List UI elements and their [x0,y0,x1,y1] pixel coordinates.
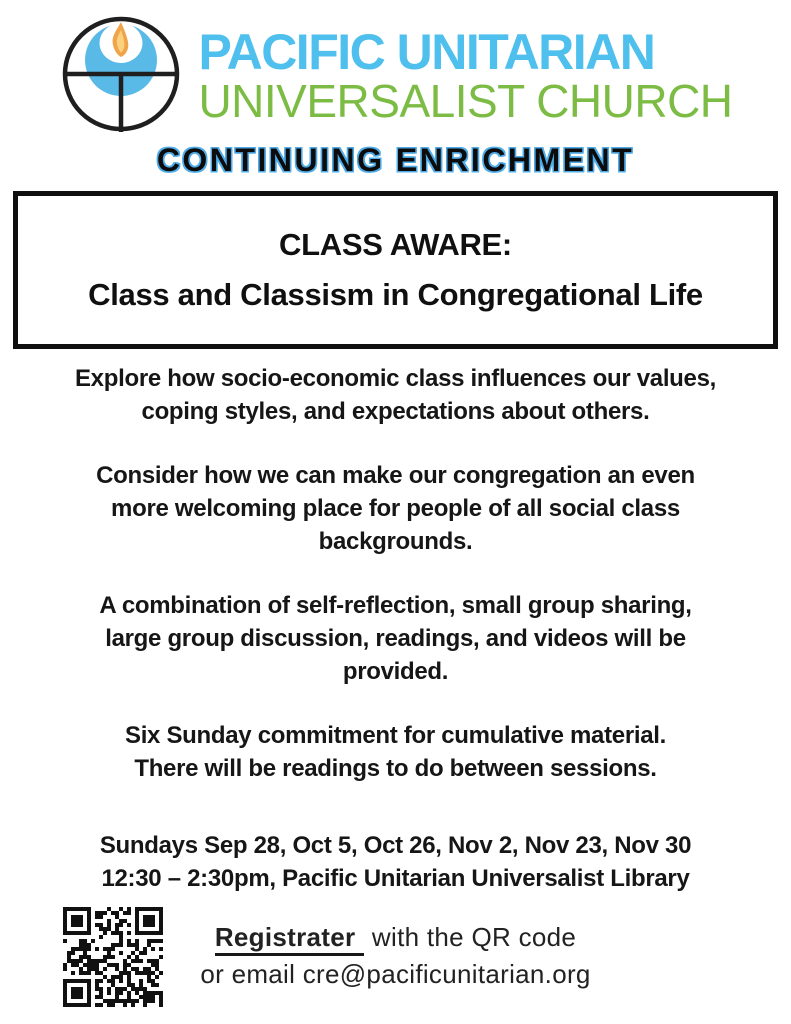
class-subtitle: Class and Classism in Congregational Life [88,277,703,312]
paragraph-line: Explore how socio-economic class influences our values, [74,365,717,392]
register-label: Registrater [215,922,365,956]
paragraph-line: coping styles, and expectations about others. [141,398,650,425]
paragraph-line: more welcoming place for people of all social class [111,495,680,522]
registration-footer [0,907,791,1017]
paragraph-line: Six Sunday commitment for cumulative material. [124,722,667,749]
registration-line1 [0,919,791,956]
class-title: CLASS AWARE: [279,227,512,262]
schedule-time-location: 12:30 – 2:30pm, Pacific Unitarian Universalist Library [101,865,690,892]
schedule-dates: Sundays Sep 28, Oct 5, Oct 26, Nov 2, Nov 23, Nov 30 [99,832,692,859]
schedule-block [14,829,777,895]
registration-text [0,919,791,993]
church-logo-header [0,0,791,134]
description-paragraph-2 [14,459,777,558]
registration-email-line: or email cre@pacificunitarian.org [200,959,591,989]
flyer-body [0,362,791,895]
description-paragraph-3 [14,589,777,688]
paragraph-line: A combination of self-reflection, small group sharing, [99,592,692,619]
paragraph-line: There will be readings to do between sessions. [134,755,657,782]
paragraph-line: large group discussion, readings, and videos will be [105,625,686,652]
class-title-box [13,191,778,349]
paragraph-line: provided. [342,658,449,685]
church-name-line2: UNIVERSALIST CHURCH [198,74,733,127]
paragraph-line: Consider how we can make our congregation an even [96,462,695,489]
uu-chalice-logo-icon [58,16,186,134]
registration-line1-rest: with the QR code [364,922,577,952]
program-title: CONTINUING ENRICHMENT [156,142,635,178]
church-name [198,23,733,127]
description-paragraph-1 [14,362,777,428]
paragraph-line: backgrounds. [318,528,473,555]
description-paragraph-4 [14,719,777,785]
church-name-line1: PACIFIC UNITARIAN [198,23,655,80]
